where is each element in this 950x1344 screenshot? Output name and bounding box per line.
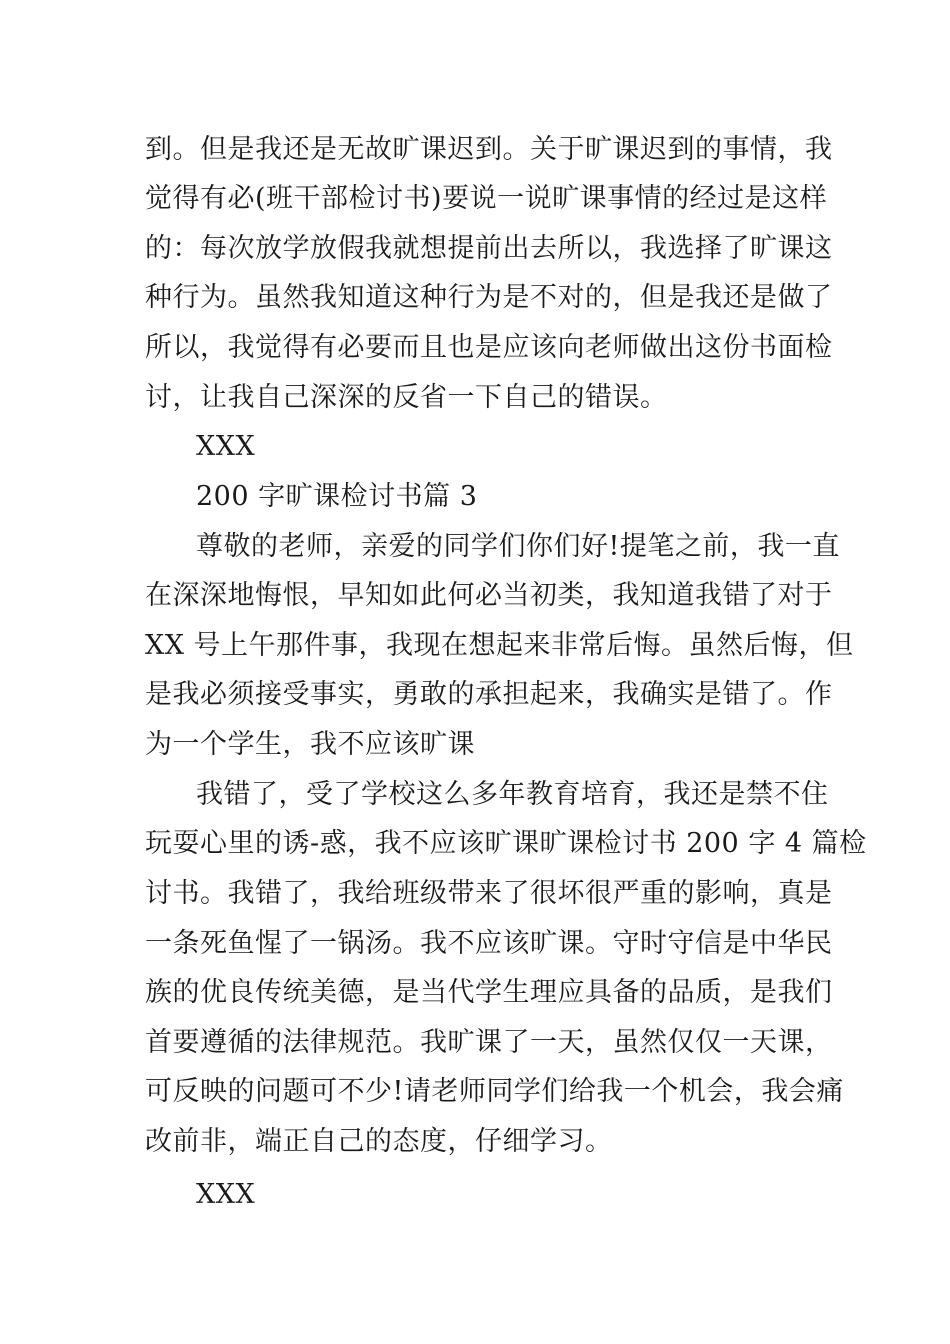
paragraph-line: 讨，让我自己深深的反省一下自己的错误。 bbox=[145, 382, 668, 413]
section-heading: 200 字旷课检讨书篇 3 bbox=[196, 481, 478, 512]
paragraph-line: 一条死鱼惺了一锅汤。我不应该旷课。守时守信是中华民 bbox=[145, 928, 833, 959]
paragraph-line: 改前非，端正自己的态度，仔细学习。 bbox=[145, 1126, 613, 1157]
paragraph-line: 觉得有必(班干部检讨书)要说一说旷课事情的经过是这样 bbox=[145, 183, 828, 214]
paragraph-line: 可反映的问题可不少!请老师同学们给我一个机会，我会痛 bbox=[145, 1076, 844, 1107]
paragraph-line: 讨书。我错了，我给班级带来了很坏很严重的影响，真是 bbox=[145, 878, 833, 909]
paragraph-line: 到。但是我还是无故旷课迟到。关于旷课迟到的事情，我 bbox=[145, 134, 833, 165]
paragraph-line: XX 号上午那件事，我现在想起来非常后悔。虽然后悔，但 bbox=[145, 630, 854, 661]
paragraph-line: 首要遵循的法律规范。我旷课了一天，虽然仅仅一天课， bbox=[145, 1027, 833, 1058]
signature-line: XXX bbox=[196, 431, 256, 462]
paragraph-line: 所以，我觉得有必要而且也是应该向老师做出这份书面检 bbox=[145, 332, 833, 363]
paragraph-line: 是我必须接受事实，勇敢的承担起来，我确实是错了。作 bbox=[145, 679, 833, 710]
paragraph-line: 玩耍心里的诱-惑，我不应该旷课旷课检讨书 200 字 4 篇检 bbox=[145, 828, 867, 859]
signature-line: XXX bbox=[196, 1179, 256, 1210]
paragraph-line: 为一个学生，我不应该旷课 bbox=[145, 729, 475, 760]
paragraph-line: 族的优良传统美德，是当代学生理应具备的品质，是我们 bbox=[145, 977, 833, 1008]
paragraph-line: 尊敬的老师，亲爱的同学们你们好!提笔之前，我一直 bbox=[196, 531, 840, 562]
paragraph-line: 我错了，受了学校这么多年教育培育，我还是禁不住 bbox=[196, 779, 829, 810]
paragraph-line: 的：每次放学放假我就想提前出去所以，我选择了旷课这 bbox=[145, 233, 833, 264]
paragraph-line: 在深深地悔恨，早知如此何必当初类，我知道我错了对于 bbox=[145, 580, 833, 611]
paragraph-line: 种行为。虽然我知道这种行为是不对的，但是我还是做了 bbox=[145, 282, 833, 313]
